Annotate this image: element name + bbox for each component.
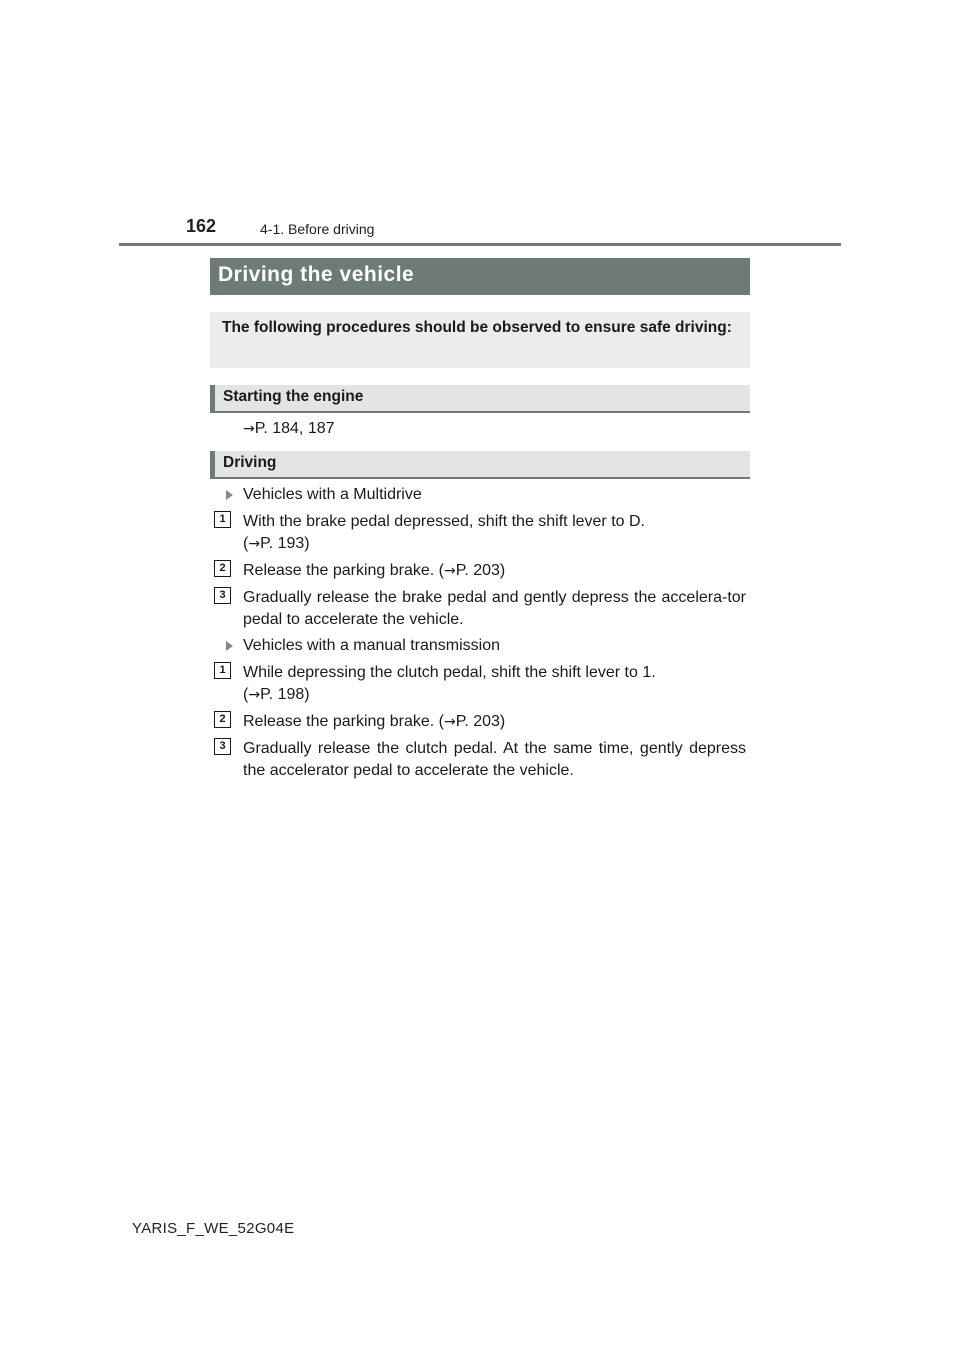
subheading-starting-engine bbox=[210, 385, 750, 413]
manual-step-2 bbox=[243, 711, 746, 733]
manual-step-3: Gradually release the clutch pedal. At the same time, gently depress the accelerator pedal to accelerate the vehicle. bbox=[243, 740, 746, 779]
starting-engine-reference-text: P. 184, 187 bbox=[254, 420, 335, 437]
reference-arrow-icon: → bbox=[248, 687, 261, 703]
manual-step-1-line2 bbox=[243, 684, 746, 706]
paren-open: ( bbox=[243, 686, 249, 703]
subheading-driving bbox=[210, 451, 750, 479]
step-number-badge: 1 bbox=[214, 662, 231, 679]
step-number-badge: 2 bbox=[214, 560, 231, 577]
manual-step-1-line1: While depressing the clutch pedal, shift the shift lever to 1. bbox=[243, 664, 656, 681]
intro-text: The following procedures should be observed to ensure safe driving: bbox=[222, 319, 732, 336]
page-title-bar bbox=[210, 258, 750, 295]
paren-open: ( bbox=[243, 535, 249, 552]
page-title: Driving the vehicle bbox=[218, 263, 415, 286]
triangle-bullet-icon bbox=[226, 641, 233, 651]
reference-arrow-icon: → bbox=[248, 536, 261, 552]
document-code-footer: YARIS_F_WE_52G04E bbox=[132, 1220, 295, 1237]
page-reference: P. 203) bbox=[455, 562, 506, 579]
step-number-badge: 3 bbox=[214, 587, 231, 604]
subheading-starting-engine-label: Starting the engine bbox=[223, 388, 364, 405]
step-text: Release the parking brake. ( bbox=[243, 713, 444, 730]
step-number-badge: 2 bbox=[214, 711, 231, 728]
manual-step-1 bbox=[243, 662, 746, 706]
reference-arrow-icon: → bbox=[444, 563, 456, 579]
multidrive-step-1-line1: With the brake pedal depressed, shift the shift lever to D. bbox=[243, 513, 645, 530]
subheading-driving-label: Driving bbox=[223, 454, 277, 471]
header-divider bbox=[119, 243, 841, 246]
condition-multidrive: Vehicles with a Multidrive bbox=[243, 486, 422, 503]
multidrive-step-1-line2 bbox=[243, 533, 746, 555]
step-number-badge: 3 bbox=[214, 738, 231, 755]
reference-arrow-icon: → bbox=[243, 421, 255, 437]
multidrive-step-3: Gradually release the brake pedal and gently depress the accelera-tor pedal to accelerate the vehicle. bbox=[243, 589, 746, 628]
step-number-badge: 1 bbox=[214, 511, 231, 528]
step-text: Release the parking brake. ( bbox=[243, 562, 444, 579]
starting-engine-reference bbox=[243, 418, 335, 440]
page-reference: P. 193) bbox=[260, 535, 310, 552]
page-reference: P. 198) bbox=[260, 686, 310, 703]
multidrive-step-1 bbox=[243, 511, 746, 555]
page-reference: P. 203) bbox=[455, 713, 506, 730]
page-number: 162 bbox=[186, 216, 217, 236]
condition-manual: Vehicles with a manual transmission bbox=[243, 637, 501, 654]
reference-arrow-icon: → bbox=[444, 714, 456, 730]
triangle-bullet-icon bbox=[226, 490, 233, 500]
section-label: 4-1. Before driving bbox=[260, 221, 375, 237]
multidrive-step-2 bbox=[243, 560, 746, 582]
intro-box bbox=[210, 312, 750, 368]
